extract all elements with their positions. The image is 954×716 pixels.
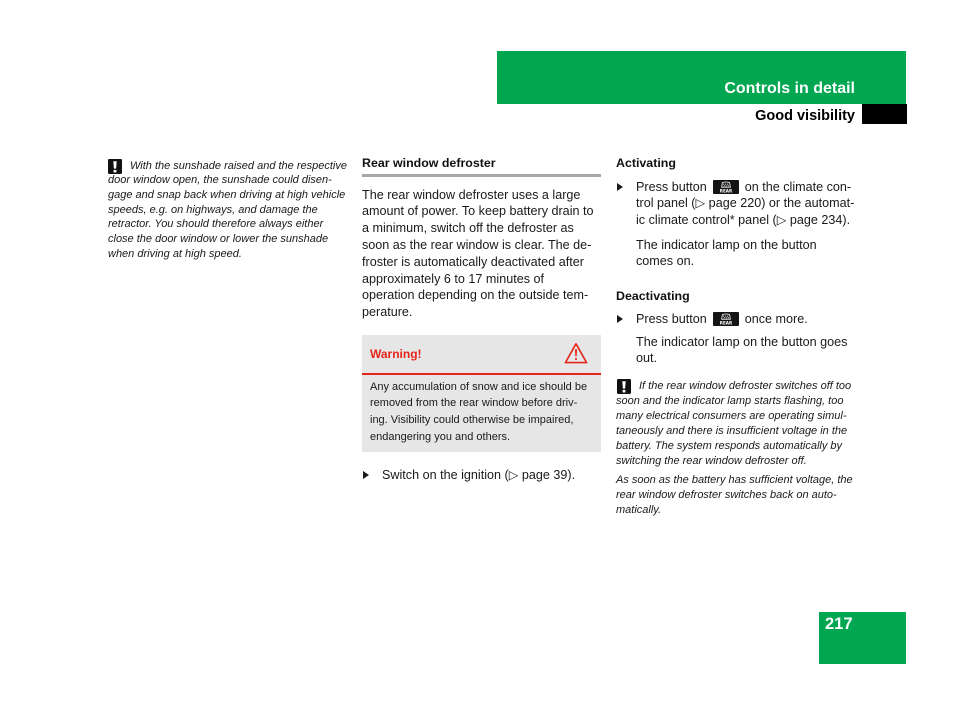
paragraph-line: froster is automatically deactivated after	[362, 254, 584, 269]
step-text-after-button: on the climate con-	[744, 179, 852, 194]
note-line: many electrical consumers are operating simul-	[616, 409, 847, 422]
warning-box	[362, 335, 601, 452]
activating-heading: Activating	[616, 156, 676, 170]
note-line: With the sunshade raised and the respective	[130, 159, 347, 172]
activating-step	[636, 179, 854, 229]
rear-window-defroster-button-icon	[713, 312, 739, 326]
warning-line: removed from the rear window before driv-	[370, 397, 578, 410]
warning-line: Any accumulation of snow and ice should be	[370, 380, 588, 393]
paragraph-line: perature.	[362, 305, 413, 320]
step-line: trol panel (▷ page 220) or the automat-	[636, 196, 855, 211]
caution-icon	[617, 379, 631, 394]
warning-divider	[362, 373, 601, 375]
page-number-box	[819, 612, 906, 664]
rear-window-defroster-button-icon	[713, 180, 739, 194]
note-line: when driving at high speed.	[108, 247, 242, 260]
note-line: close the door window or lower the sunshade	[108, 233, 329, 246]
paragraph-line: soon as the rear window is clear. The de-	[362, 237, 592, 252]
step-line	[636, 311, 808, 328]
button-icon-label: REAR	[719, 187, 732, 193]
paragraph-line: The rear window defroster uses a large	[362, 187, 581, 202]
page-number: 217	[825, 615, 853, 633]
note-line: speeds, e.g. on highways, and damage the	[108, 203, 318, 216]
deactivating-step	[636, 311, 808, 328]
caution-icon	[108, 159, 122, 174]
warning-title: Warning!	[370, 347, 422, 361]
ignition-step	[382, 467, 575, 484]
heading-rule	[362, 174, 601, 177]
rear-window-defroster-heading: Rear window defroster	[362, 156, 496, 170]
defroster-note-continuation	[616, 473, 856, 518]
note-line: soon and the indicator lamp starts flashing, too	[616, 394, 844, 407]
defroster-caution-note	[616, 379, 856, 469]
result-line: out.	[636, 351, 658, 366]
note-line: If the rear window defroster switches off too	[639, 379, 852, 392]
bullet-arrow-icon	[363, 471, 369, 479]
step-text-after-button: once more.	[744, 311, 808, 326]
paragraph-line: approximately 6 to 17 minutes of	[362, 271, 545, 286]
note-line: battery. The system responds automatically by	[616, 439, 843, 452]
step-line: ic climate control* panel (▷ page 234).	[636, 213, 851, 228]
paragraph-line: a minimum, switch off the defroster as	[362, 221, 574, 236]
note-line: matically.	[616, 503, 662, 516]
defroster-intro-paragraph	[362, 187, 602, 321]
bullet-arrow-icon	[617, 315, 623, 323]
step-text: Switch on the ignition (▷ page 39).	[382, 467, 576, 482]
section-header-bar	[497, 51, 906, 104]
step-text-before-button: Press button	[636, 179, 707, 194]
result-line: The indicator lamp on the button goes	[636, 334, 848, 349]
note-line: switching the rear window defroster off.	[616, 454, 807, 467]
step-line	[636, 179, 854, 196]
sunshade-caution-note	[108, 159, 346, 262]
button-icon-label: REAR	[719, 319, 732, 325]
note-line: As soon as the battery has sufficient voltage, the	[616, 473, 853, 486]
result-line: The indicator lamp on the button	[636, 237, 817, 252]
section-title: Controls in detail	[724, 80, 855, 97]
note-line: rear window defroster switches back on auto-	[616, 488, 837, 501]
paragraph-line: amount of power. To keep battery drain to	[362, 204, 594, 219]
paragraph-line: operation depending on the outside tem-	[362, 288, 589, 303]
deactivating-heading: Deactivating	[616, 289, 690, 303]
section-tab-marker	[862, 104, 907, 124]
warning-triangle-icon	[564, 342, 588, 364]
deactivating-result	[636, 334, 847, 368]
result-line: comes on.	[636, 254, 695, 269]
step-text-before-button: Press button	[636, 311, 707, 326]
warning-line: endangering you and others.	[370, 430, 511, 443]
warning-text	[370, 379, 587, 446]
note-line: taneously and there is insufficient voltage in the	[616, 424, 848, 437]
note-line: gage and snap back when driving at high vehicle	[108, 189, 346, 202]
bullet-arrow-icon	[617, 183, 623, 191]
activating-result	[636, 237, 817, 271]
note-line: door window open, the sunshade could disen-	[108, 174, 332, 187]
note-line: retractor. You should therefore always either	[108, 218, 324, 231]
warning-line: ing. Visibility could otherwise be impaired,	[370, 414, 574, 427]
subsection-title: Good visibility	[755, 108, 855, 124]
